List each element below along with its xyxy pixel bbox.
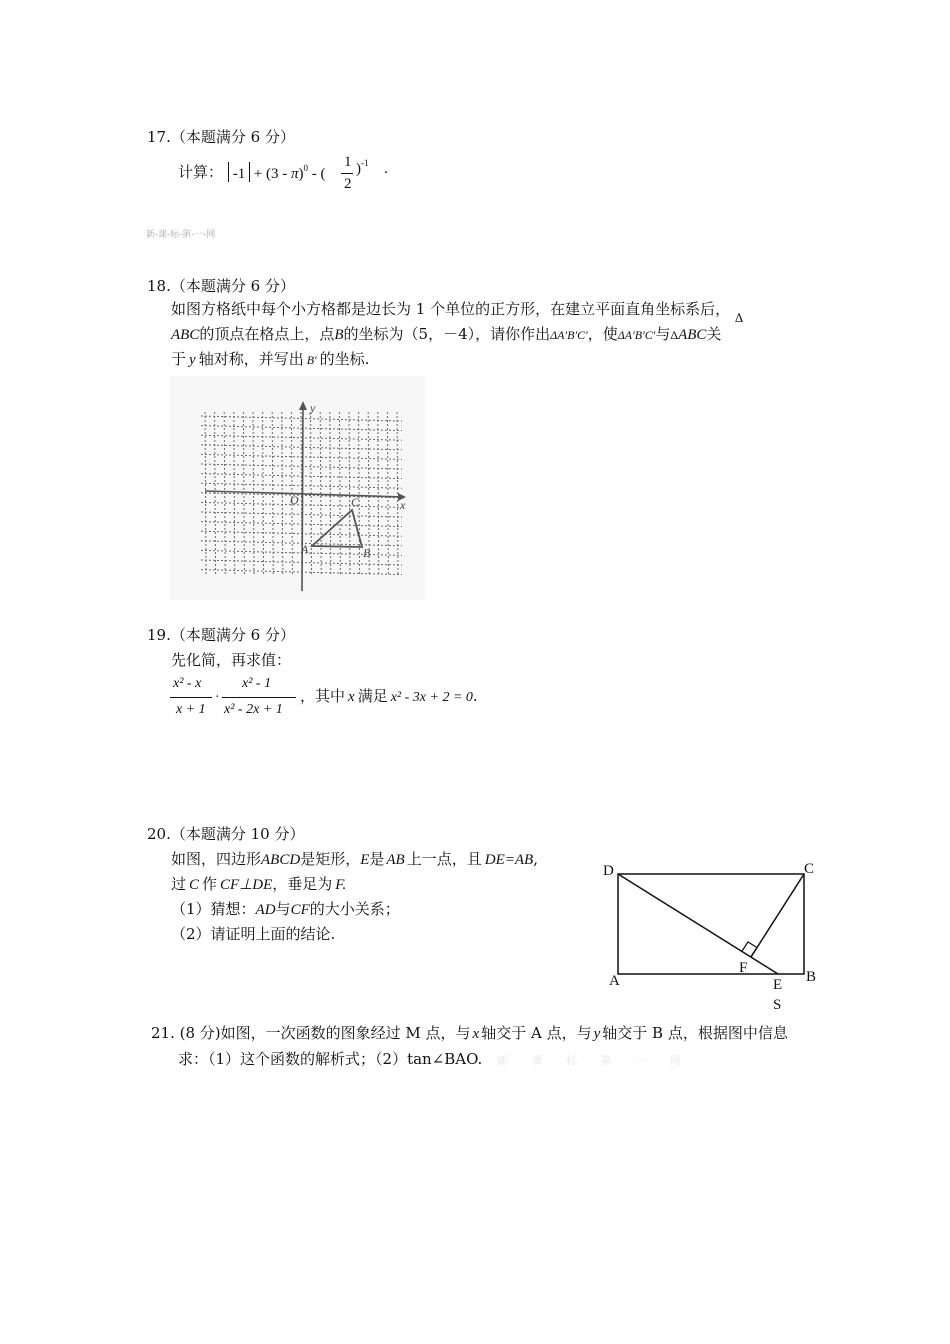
- q18-line2-e: 与: [655, 325, 671, 343]
- q20-line1-a: 如图，四边形: [171, 850, 262, 868]
- q17-prompt: 计算：: [178, 163, 224, 181]
- q17-abs-value: -1: [232, 166, 246, 182]
- q20-line3: [171, 902, 400, 918]
- q20-line1-d: 上一点，且: [406, 850, 482, 868]
- q17-frac-den: 2: [344, 176, 352, 192]
- q18-delta-2: Δ: [670, 328, 679, 342]
- q19-line1: 先化简，再求值：: [171, 651, 292, 669]
- q18-tri-prime-1: ΔA′B′C′: [550, 328, 588, 342]
- q17-frac-num: 1: [344, 154, 352, 170]
- q21-line1: [151, 1026, 788, 1042]
- q20-abcd: ABCD: [261, 852, 301, 868]
- grid-figure: [170, 376, 425, 600]
- q17-header: [147, 130, 295, 145]
- q20-line2-a: 过: [171, 875, 187, 893]
- q20-line1-b: 是矩形，: [300, 850, 361, 868]
- q20-number: 20.: [147, 825, 171, 843]
- q19-dot: ·: [215, 690, 220, 705]
- q19-f1-den: x + 1: [176, 702, 206, 717]
- q18-line1-text: 如图方格纸中每个小方格都是边长为 1 个单位的正方形，在建立平面直角坐标系后，: [171, 300, 731, 318]
- q19-f2-den: x² - 2x + 1: [224, 702, 283, 717]
- watermark: 新-课-标-第-一-网: [146, 230, 216, 240]
- q18-point-b: B: [334, 327, 344, 343]
- q18-header: [147, 279, 295, 294]
- q20-perp: CF⊥DE: [220, 877, 273, 893]
- abs-bar-left: [228, 162, 229, 182]
- point-b-label: B: [363, 546, 371, 560]
- q20-line3-b: 与: [275, 900, 291, 918]
- q20-ab: AB: [386, 852, 405, 868]
- y-axis: [302, 404, 303, 591]
- segment-cf: [751, 874, 804, 957]
- q20-line1: [171, 852, 538, 868]
- q19-f2-bar: [222, 697, 296, 698]
- label-e: E: [773, 977, 783, 993]
- x-axis-label: x: [400, 498, 406, 512]
- segment-de: [618, 874, 778, 974]
- q19-header: [147, 628, 295, 643]
- q18-line3: [171, 352, 369, 368]
- point-a-label: A: [301, 542, 309, 556]
- q18-number: 18.: [147, 277, 171, 295]
- q20-line3-a: （1）猜想：: [171, 900, 256, 918]
- label-b: B: [806, 969, 817, 985]
- q18-line3-c: 的坐标.: [319, 350, 370, 368]
- rectangle-figure: [596, 856, 826, 1014]
- q19-number: 19.: [147, 626, 171, 644]
- q17-tail: [356, 158, 388, 177]
- q17-neg-exponent: -1: [361, 158, 369, 168]
- q19-fraction-1: [170, 677, 214, 721]
- q20-point-c: C: [189, 877, 200, 893]
- q18-line2: [171, 327, 721, 343]
- q17-frac-bar: [341, 173, 353, 174]
- q19-f1-bar: [170, 697, 212, 698]
- q18-score: （本题满分 6 分）: [170, 277, 295, 295]
- q20-cf: CF: [290, 902, 310, 918]
- y-axis-label: y: [310, 401, 316, 415]
- right-angle-mark: [742, 942, 757, 957]
- q17-close-paren: ): [298, 166, 304, 182]
- label-f: F: [739, 960, 748, 976]
- q20-line2-b: 作: [202, 875, 218, 893]
- label-s: S: [773, 997, 782, 1013]
- q21-line2: [178, 1052, 691, 1067]
- q19-var-x: x: [348, 689, 355, 705]
- q21-y: y: [593, 1026, 601, 1042]
- q20-line1-f: ,: [533, 850, 538, 868]
- q20-de-eq-ab: DE=AB: [484, 852, 534, 868]
- q21-line2-text: 求：（1）这个函数的解析式；（2）tan∠BAO.: [178, 1050, 483, 1068]
- q20-line3-c: 的大小关系；: [309, 900, 400, 918]
- q18-abc-2: ABC: [678, 327, 707, 343]
- q18-line2-c: 的坐标为（5，－4），请你作出: [343, 325, 551, 343]
- q17-close-paren-2: ): [356, 161, 361, 177]
- point-c-label: C: [351, 495, 360, 509]
- q21-x: x: [472, 1026, 480, 1042]
- origin-label: O: [290, 493, 299, 507]
- q18-y: y: [189, 352, 196, 368]
- q20-point-f: F.: [335, 877, 347, 893]
- q17-period: .: [384, 161, 388, 177]
- q19-condition: [300, 689, 478, 705]
- q17-zero-exponent: 0: [303, 163, 308, 173]
- q19-tail-a: ，其中: [300, 687, 346, 705]
- q20-e: E: [360, 852, 370, 868]
- q18-line2-a: 的顶点在格点上，点: [199, 325, 335, 343]
- q20-line1-c: 是: [369, 850, 385, 868]
- abs-bar-right: [249, 162, 250, 182]
- q18-line1: [171, 300, 744, 325]
- q17-number: 17.: [147, 128, 171, 146]
- q18-line2-f: 关: [706, 325, 722, 343]
- q21-watermark: 新 课 标 第 一 网: [497, 1054, 691, 1067]
- q17-expression: [228, 162, 325, 182]
- q17-plus-term: + (3 -: [253, 166, 288, 182]
- q18-b-prime: B′: [306, 353, 317, 367]
- q19-equation: x² - 3x + 2 = 0: [390, 690, 473, 705]
- q19-score: （本题满分 6 分）: [170, 626, 295, 644]
- q18-line2-d: ，使: [587, 325, 618, 343]
- q18-tri-prime-2: ΔA′B′C′: [617, 328, 656, 342]
- q20-line2: [171, 877, 346, 893]
- q17-fraction: [341, 155, 355, 195]
- q21-line1-c: 轴交于 B 点，根据图中信息: [602, 1024, 788, 1042]
- q19-tail-b: 满足: [357, 687, 388, 705]
- label-a: A: [609, 973, 620, 989]
- q20-line2-d: ，垂足为: [272, 875, 333, 893]
- q21-line1-b: 轴交于 A 点，与: [481, 1024, 592, 1042]
- q20-header: [147, 827, 304, 842]
- q20-line4: （2）请证明上面的结论.: [171, 925, 336, 943]
- rectangle-abcd: [618, 874, 804, 974]
- q20-ad: AD: [255, 902, 276, 918]
- q17-score: （本题满分 6 分）: [170, 128, 295, 146]
- q18-line3-b: 轴对称，并写出: [198, 350, 304, 368]
- label-d: D: [603, 863, 614, 879]
- q19-f1-num: x² - x: [173, 676, 202, 691]
- q19-tail-end: .: [472, 687, 478, 705]
- q17-minus-term: - (: [311, 166, 326, 182]
- q18-line3-a: 于: [171, 350, 187, 368]
- q19-fraction-2: [222, 677, 298, 721]
- q19-f2-num: x² - 1: [242, 676, 272, 691]
- q18-delta-1: Δ: [734, 310, 744, 325]
- label-c: C: [804, 861, 815, 877]
- q17-pi: π: [290, 166, 299, 182]
- q21-line1-a: 21. (8 分)如图，一次函数的图象经过 M 点，与: [151, 1024, 471, 1042]
- q18-abc: ABC: [171, 327, 200, 343]
- q20-score: （本题满分 10 分）: [170, 825, 305, 843]
